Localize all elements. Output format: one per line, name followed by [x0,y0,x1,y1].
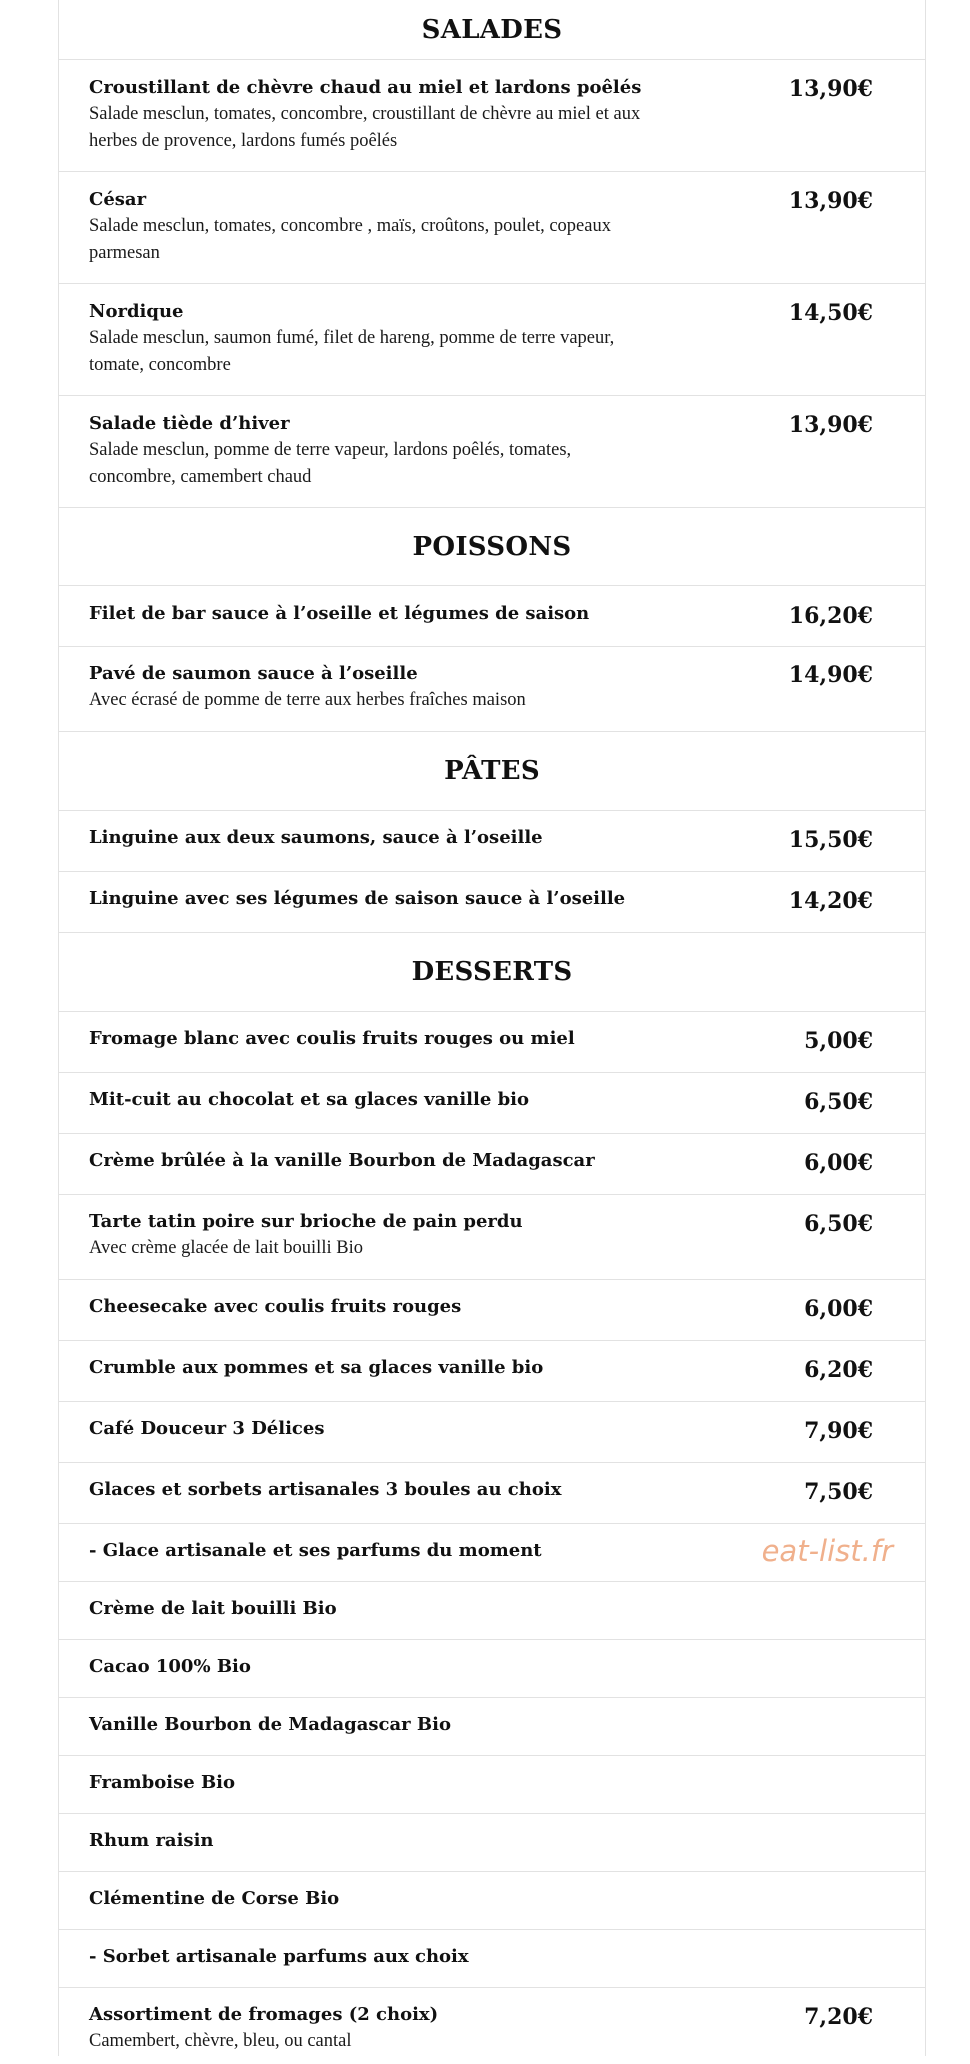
item-name: - Glace artisanale et ses parfums du moment [89,1540,542,1561]
item-name: Salade tiède d’hiver [89,413,290,434]
menu-item [59,1640,925,1698]
item-name: Tarte tatin poire sur brioche de pain perdu [89,1211,523,1232]
menu-item [59,1463,925,1524]
section-heading-pates: PÂTES [59,732,925,811]
item-price: 14,20€ [788,888,873,914]
item-name: Rhum raisin [89,1830,214,1851]
menu-item [59,1814,925,1872]
menu-item [59,1988,925,2064]
item-description: Salade mesclun, tomates, concombre , maïs, croûtons, poulet, copeaux parmesan [89,216,611,263]
menu-item [59,1073,925,1134]
item-price: 7,50€ [804,1479,873,1505]
item-name: Crème de lait bouilli Bio [89,1598,337,1619]
item-price: 7,90€ [804,1418,873,1444]
item-price: 6,00€ [804,1150,873,1176]
section-heading-salades: SALADES [59,0,925,60]
menu-item [59,1698,925,1756]
menu-item [59,396,925,508]
item-name: Linguine avec ses légumes de saison sauce à l’oseille [89,888,626,909]
menu-item [59,1134,925,1195]
item-name: Cheesecake avec coulis fruits rouges [89,1296,462,1317]
item-name: Linguine aux deux saumons, sauce à l’oseille [89,827,543,848]
item-name: Clémentine de Corse Bio [89,1888,340,1909]
menu-card [58,0,926,2056]
item-name: Assortiment de fromages (2 choix) [89,2004,439,2025]
item-price: 13,90€ [788,76,873,102]
item-name: Croustillant de chèvre chaud au miel et lardons poêlés [89,77,642,98]
item-name: Crème brûlée à la vanille Bourbon de Madagascar [89,1150,595,1171]
item-price: 6,00€ [804,1296,873,1322]
item-name: Mit-cuit au chocolat et sa glaces vanille bio [89,1089,529,1110]
menu-item [59,1930,925,1988]
section-heading-desserts: DESSERTS [59,933,925,1012]
item-description: Avec crème glacée de lait bouilli Bio [89,1238,363,1258]
item-name: Filet de bar sauce à l’oseille et légumes de saison [89,603,590,624]
menu-item [59,811,925,872]
item-name: Glaces et sorbets artisanales 3 boules au choix [89,1479,562,1500]
menu-item [59,1341,925,1402]
menu-item [59,172,925,284]
item-name: Fromage blanc avec coulis fruits rouges ou miel [89,1028,575,1049]
item-price: 15,50€ [788,827,873,853]
item-name: Cacao 100% Bio [89,1656,251,1677]
menu-item [59,1582,925,1640]
item-price: 6,20€ [804,1357,873,1383]
item-price: 13,90€ [788,412,873,438]
item-price: 14,90€ [788,662,873,688]
item-price: 5,00€ [804,1028,873,1054]
menu-item [59,647,925,732]
item-name: Crumble aux pommes et sa glaces vanille bio [89,1357,544,1378]
item-name: Framboise Bio [89,1772,235,1793]
item-price: 7,20€ [804,2004,873,2030]
item-price: 13,90€ [788,188,873,214]
menu-item [59,586,925,647]
item-description: Salade mesclun, pomme de terre vapeur, lardons poêlés, tomates, concombre, camembert chaud [89,440,572,487]
item-price: 14,50€ [788,300,873,326]
item-price: 6,50€ [804,1211,873,1237]
watermark-logo: eat-list.fr [761,1534,893,1568]
section-heading-poissons: POISSONS [59,508,925,586]
item-name: Pavé de saumon sauce à l’oseille [89,663,418,684]
item-name: - Sorbet artisanale parfums aux choix [89,1946,469,1967]
item-description: Salade mesclun, saumon fumé, filet de hareng, pomme de terre vapeur, tomate, concombre [89,328,615,375]
menu-item [59,1402,925,1463]
menu-item [59,284,925,396]
menu-item [59,60,925,172]
item-price: 6,50€ [804,1089,873,1115]
menu-item [59,1012,925,1073]
item-name: Nordique [89,301,184,322]
item-name: Vanille Bourbon de Madagascar Bio [89,1714,451,1735]
item-description: Salade mesclun, tomates, concombre, croustillant de chèvre au miel et aux herbes de provence, lardons fumés poêlés [89,104,641,151]
menu-item [59,1524,925,1582]
menu-item [59,1872,925,1930]
item-price: 16,20€ [788,603,873,629]
menu-item [59,872,925,933]
menu-item [59,1280,925,1341]
menu-item [59,1195,925,1280]
item-description: Avec écrasé de pomme de terre aux herbes fraîches maison [89,690,526,710]
menu-item [59,1756,925,1814]
item-name: Café Douceur 3 Délices [89,1418,325,1439]
item-name: César [89,189,147,210]
item-description: Camembert, chèvre, bleu, ou cantal [89,2031,352,2051]
